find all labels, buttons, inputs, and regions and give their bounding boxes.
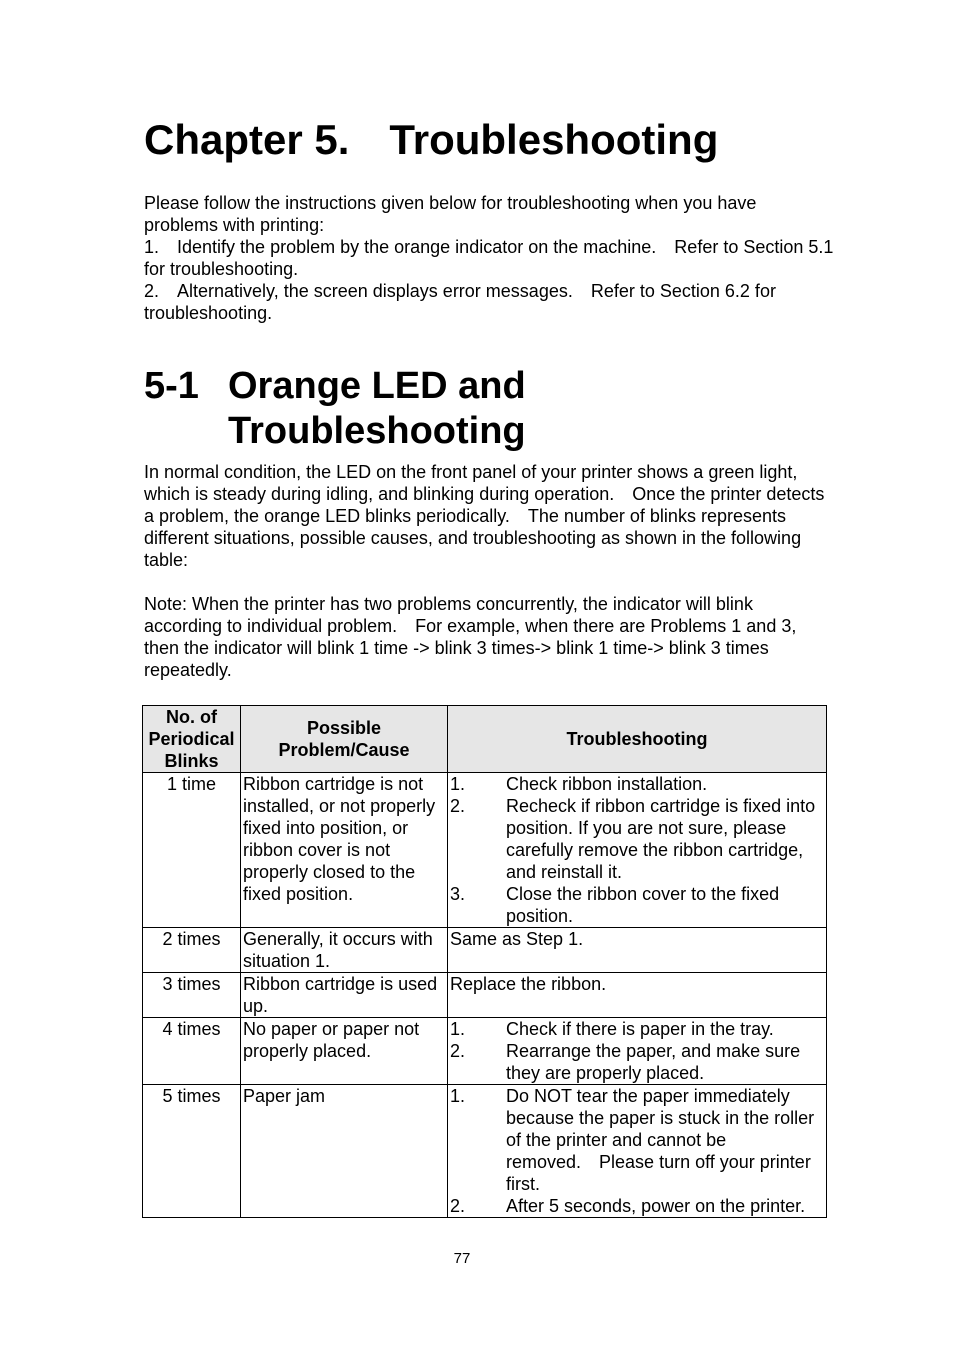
- section-heading: [144, 364, 526, 454]
- intro-text: [144, 192, 834, 324]
- chapter-number: Chapter 5.: [144, 116, 350, 163]
- section-number: 5-1: [144, 365, 199, 407]
- step-item: 1. Check ribbon installation.: [450, 774, 708, 794]
- steps-list: [450, 773, 824, 927]
- troubleshooting-cell: [448, 1018, 827, 1085]
- blinks-cell: 1 time: [143, 773, 241, 928]
- section-paragraph: In normal condition, the LED on the front panel of your printer shows a green light, which is steady during idling, and blinking during operation. Once the printer detects a problem, the orange LED blinks periodically. The number of blinks represents different situations, possible causes, and troubleshooting as shown in the following table:: [144, 462, 825, 570]
- header-blinks: No. of Periodical Blinks: [143, 706, 241, 773]
- chapter-heading: [144, 115, 718, 165]
- intro-lead: Please follow the instructions given below for troubleshooting when you have problems with printing:: [144, 193, 757, 235]
- table-header-row: [143, 706, 827, 773]
- step-item: 2. Rearrange the paper, and make sure they are properly placed.: [450, 1041, 801, 1083]
- section-body: [144, 461, 834, 681]
- intro-item-1: 1. Identify the problem by the orange indicator on the machine. Refer to Section 5.1 for troubleshooting.: [144, 237, 834, 279]
- section-title-line-1: Orange LED and: [228, 365, 526, 407]
- cause-cell: Ribbon cartridge is not installed, or not properly fixed into position, or ribbon cover is not properly closed to the fixed position.: [241, 773, 448, 928]
- table-row: [143, 1018, 827, 1085]
- table-row: [143, 773, 827, 928]
- section-note: Note: When the printer has two problems concurrently, the indicator will blink according to individual problem. For example, when there are Problems 1 and 3, then the indicator will blink 1 time -> blink 3 times-> blink 1 time-> blink 3 times repeatedly.: [144, 594, 797, 680]
- step-item: 2. After 5 seconds, power on the printer.: [450, 1196, 806, 1216]
- header-cause: Possible Problem/Cause: [241, 706, 448, 773]
- troubleshooting-cell: Same as Step 1.: [448, 928, 827, 973]
- blinks-cell: 5 times: [143, 1085, 241, 1218]
- steps-list: [450, 1018, 824, 1084]
- steps-list: [450, 1085, 824, 1217]
- table-row: [143, 928, 827, 973]
- step-item: 2. Recheck if ribbon cartridge is fixed into position. If you are not sure, please carefully remove the ribbon cartridge, and reinstall it.: [450, 796, 816, 882]
- table-row: [143, 1085, 827, 1218]
- troubleshooting-table: [142, 705, 827, 1218]
- page-number: 77: [453, 1250, 471, 1267]
- section-title: [228, 364, 526, 454]
- troubleshooting-cell: [448, 1085, 827, 1218]
- header-troubleshooting: Troubleshooting: [448, 706, 827, 773]
- step-item: 3. Close the ribbon cover to the fixed position.: [450, 884, 780, 926]
- intro-item-2: 2. Alternatively, the screen displays error messages. Refer to Section 6.2 for troubleshooting.: [144, 281, 776, 323]
- cause-cell: No paper or paper not properly placed.: [241, 1018, 448, 1085]
- cause-cell: Ribbon cartridge is used up.: [241, 973, 448, 1018]
- table-row: [143, 973, 827, 1018]
- step-item: 1. Check if there is paper in the tray.: [450, 1019, 774, 1039]
- troubleshooting-cell: Replace the ribbon.: [448, 973, 827, 1018]
- section-title-line-2: Troubleshooting: [228, 410, 526, 452]
- step-item: 1. Do NOT tear the paper immediately because the paper is stuck in the roller of the printer and cannot be removed. Please turn off your printer first.: [450, 1086, 815, 1194]
- cause-cell: Paper jam: [241, 1085, 448, 1218]
- troubleshooting-cell: [448, 773, 827, 928]
- blinks-cell: 3 times: [143, 973, 241, 1018]
- blinks-cell: 2 times: [143, 928, 241, 973]
- blinks-cell: 4 times: [143, 1018, 241, 1085]
- chapter-title: Troubleshooting: [389, 116, 719, 163]
- cause-cell: Generally, it occurs with situation 1.: [241, 928, 448, 973]
